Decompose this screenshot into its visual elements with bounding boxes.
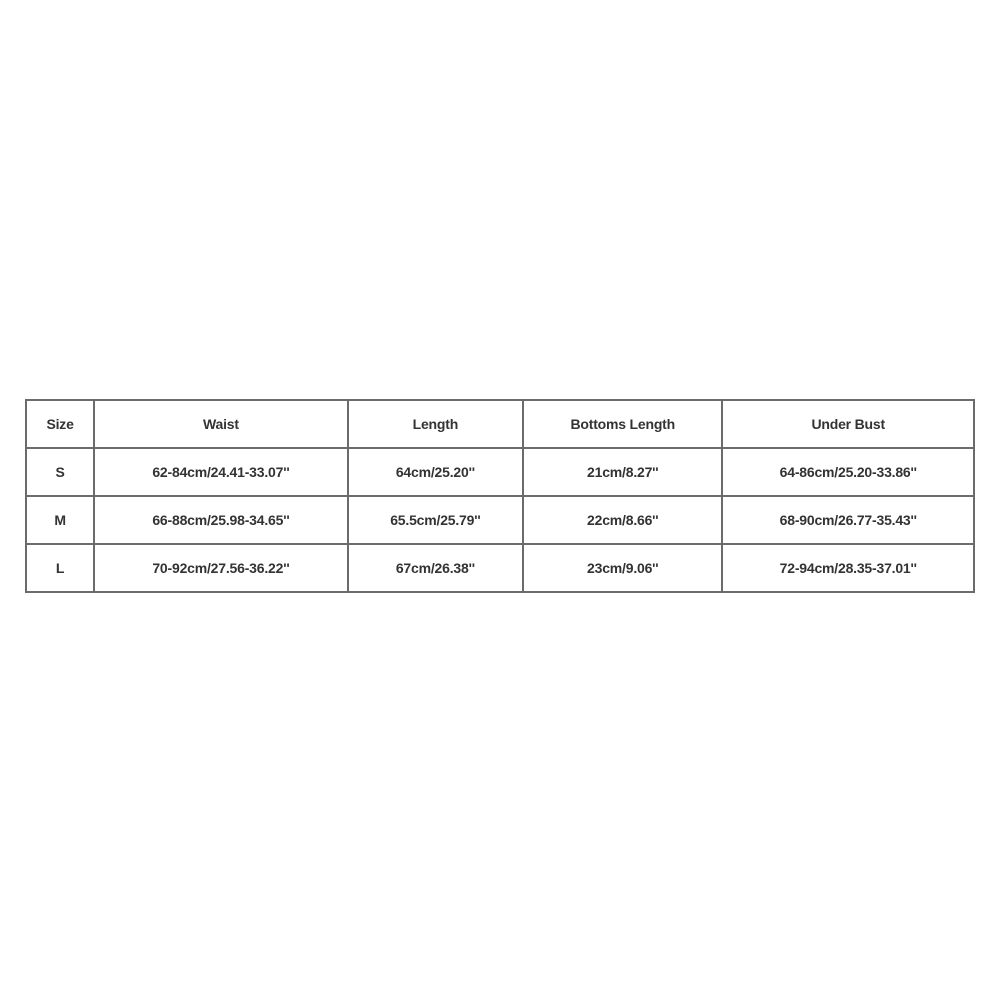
cell-length: 65.5cm/25.79'': [348, 496, 523, 544]
cell-under-bust: 64-86cm/25.20-33.86'': [722, 448, 974, 496]
table-row: [26, 448, 974, 496]
cell-length: 64cm/25.20'': [348, 448, 523, 496]
header-row: [26, 400, 974, 448]
header-bottoms-length: Bottoms Length: [523, 400, 722, 448]
cell-bottoms-length: 23cm/9.06'': [523, 544, 722, 592]
cell-bottoms-length: 22cm/8.66'': [523, 496, 722, 544]
header-under-bust: Under Bust: [722, 400, 974, 448]
cell-size: S: [26, 448, 94, 496]
header-length: Length: [348, 400, 523, 448]
cell-bottoms-length: 21cm/8.27'': [523, 448, 722, 496]
header-size: Size: [26, 400, 94, 448]
cell-under-bust: 72-94cm/28.35-37.01'': [722, 544, 974, 592]
size-chart-table: [25, 399, 975, 593]
table-row: [26, 544, 974, 592]
cell-under-bust: 68-90cm/26.77-35.43'': [722, 496, 974, 544]
cell-size: M: [26, 496, 94, 544]
cell-length: 67cm/26.38'': [348, 544, 523, 592]
cell-waist: 66-88cm/25.98-34.65'': [94, 496, 348, 544]
cell-waist: 70-92cm/27.56-36.22'': [94, 544, 348, 592]
cell-waist: 62-84cm/24.41-33.07'': [94, 448, 348, 496]
table-row: [26, 496, 974, 544]
header-waist: Waist: [94, 400, 348, 448]
cell-size: L: [26, 544, 94, 592]
